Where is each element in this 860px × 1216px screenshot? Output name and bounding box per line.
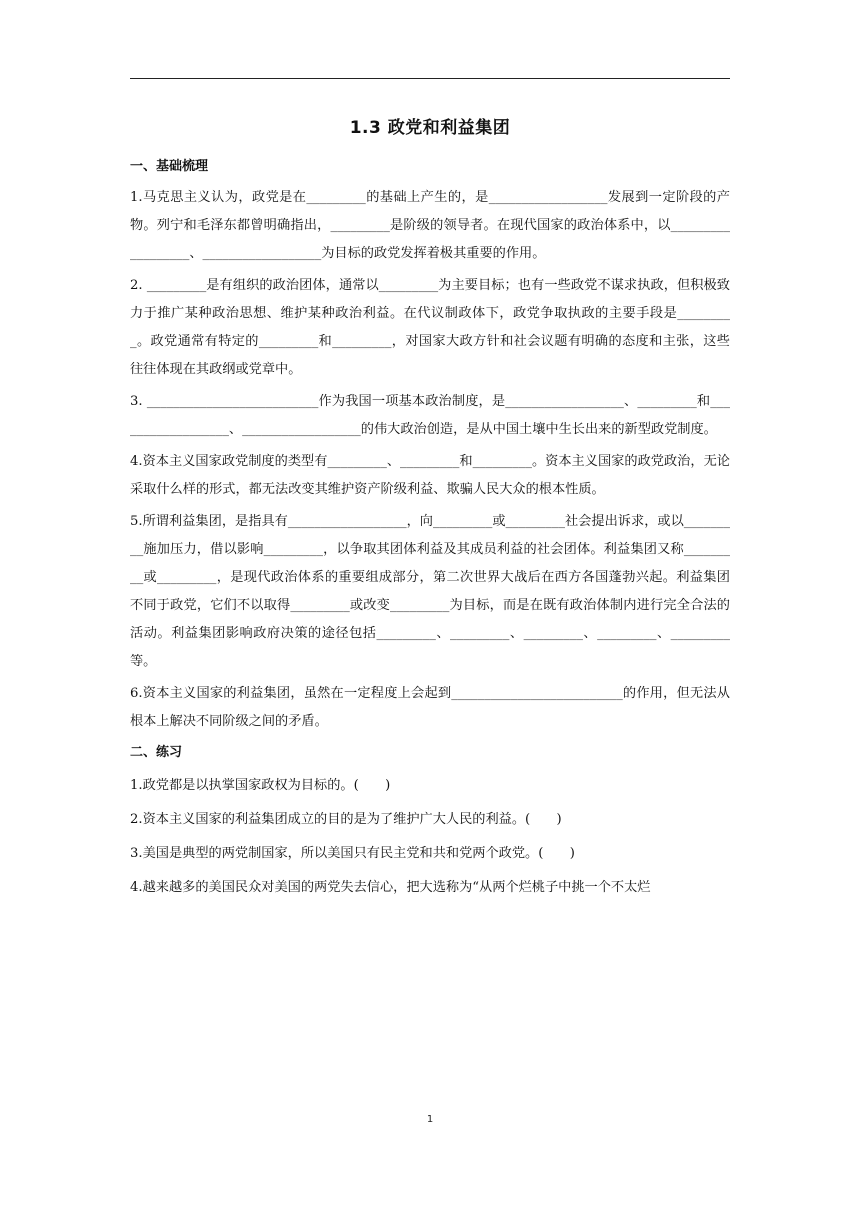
section-heading-practice: 二、练习 xyxy=(130,745,183,760)
basics-paragraph-1: 1.马克思主义认为，政党是在_________的基础上产生的，是__________________发展到一定阶段的产物。列宁和毛泽东都曾明确指出，_________是阶级的领导者。在现代国家的政治体系中，以__________________、__________________为目标的政党发挥着极其重要的作用。 xyxy=(130,190,730,261)
page-title: 1.3 政党和利益集团 xyxy=(349,118,511,138)
basics-paragraph-3: 3. __________________________作为我国一项基本政治制度，是__________________、_________和__________________、__________________的伟大政治创造，是从中国土壤中生长出来的新型政党制度。 xyxy=(130,394,730,437)
practice-question-3: 3.美国是典型的两党制国家，所以美国只有民主党和共和党两个政党。( ) xyxy=(130,846,575,861)
basics-paragraph-2: 2. _________是有组织的政治团体，通常以_________为主要目标；也有一些政党不谋求执政，但积极致力于推广某种政治思想、维护某种政治利益。在代议制政体下，政党争取执政的主要手段是_________。政党通常有特定的_________和_________，对国家大政方针和社会议题有明确的态度和主张，这些往往体现在其政纲或党章中。 xyxy=(130,278,730,377)
practice-question-4: 4.越来越多的美国民众对美国的两党失去信心，把大选称为“从两个烂桃子中挑一个不太烂 xyxy=(130,880,651,895)
document-body xyxy=(130,156,730,905)
practice-question-1: 1.政党都是以执掌国家政权为目标的。( ) xyxy=(130,778,391,793)
section-heading-basics: 一、基础梳理 xyxy=(130,159,209,174)
basics-paragraph-4: 4.资本主义国家政党制度的类型有_________、_________和_________。资本主义国家的政党政治，无论采取什么样的形式，都无法改变其维护资产阶级利益、欺骗人民大众的根本性质。 xyxy=(130,454,730,497)
basics-paragraph-6: 6.资本主义国家的利益集团，虽然在一定程度上会起到__________________________的作用，但无法从根本上解决不同阶级之间的矛盾。 xyxy=(130,686,730,729)
basics-paragraph-5: 5.所谓利益集团，是指具有__________________，向_________或_________社会提出诉求，或以_________施加压力，借以影响_________，以争取其团体利益及其成员利益的社会团体。利益集团又称_________或_________，是现代政治体系的重要组成部分，第二次世界大战后在西方各国蓬勃兴起。利益集团不同于政党，它们不以取得_________或改变_________为目标，而是在既有政治体制内进行完全合法的活动。利益集团影响政府决策的途径包括_________、_________、_________、_________、_________等。 xyxy=(130,514,730,669)
page-number: 1 xyxy=(426,1114,434,1125)
practice-question-2: 2.资本主义国家的利益集团成立的目的是为了维护广大人民的利益。( ) xyxy=(130,812,562,827)
header-divider xyxy=(130,78,730,79)
